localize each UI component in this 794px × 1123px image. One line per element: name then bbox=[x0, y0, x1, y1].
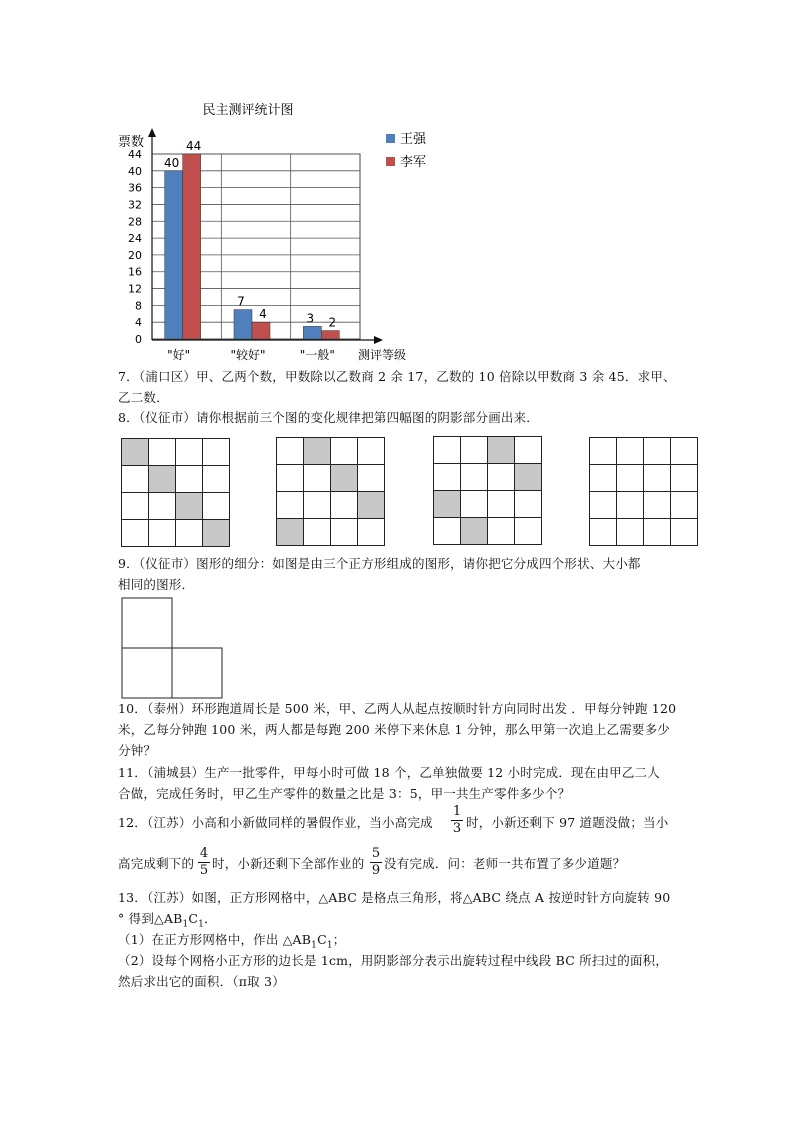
q11-line-1: 11．（浦城县）生产一批零件，甲每小时可做 18 个，乙单独做要 12 小时完成．现在由甲乙二人 bbox=[118, 765, 660, 780]
bar bbox=[321, 331, 339, 339]
q12-line-2c: 没有完成．问：老师一共布置了多少道题？ bbox=[384, 856, 626, 871]
chart-title: 民主测评统计图 bbox=[202, 103, 294, 118]
q13-line-1: 13．（江苏）如图，正方形网格中，△ABC 是格点三角形，将△ABC 绕点 A 按逆时针方向旋转 90 bbox=[118, 890, 671, 905]
q7-line-2: 乙二数． bbox=[118, 390, 169, 405]
y-tick-label: 16 bbox=[128, 265, 142, 279]
bar-value-label: 40 bbox=[164, 155, 180, 170]
y-tick-label: 28 bbox=[128, 215, 142, 229]
q9-line-1: 9．（仪征市）图形的细分：如图是由三个正方形组成的图形，请你把它分成四个形状、大小都 bbox=[118, 556, 641, 571]
q11-line-2: 合做，完成任务时，甲乙生产零件的数量之比是 3：5，甲一共生产零件多少个？ bbox=[118, 786, 571, 801]
vote-bar-chart bbox=[0, 0, 794, 370]
q12-line-1b: 时，小新还剩下 97 道题没做；当小 bbox=[466, 815, 669, 830]
fraction-one-third: 1 3 bbox=[452, 804, 462, 836]
y-tick-label: 40 bbox=[128, 164, 142, 178]
q12-line-2b: 时，小新还剩下全部作业的 bbox=[212, 856, 365, 871]
q7-line-1: 7．（浦口区）甲、乙两个数，甲数除以乙数商 2 余 17，乙数的 10 倍除以甲数商 3 余 45．求甲、 bbox=[118, 369, 676, 384]
q13-line-3: （1）在正方形网格中，作出 $\triangle AB_1C_1$； bbox=[118, 932, 346, 951]
legend-swatch bbox=[386, 134, 395, 143]
y-tick-label: 36 bbox=[128, 181, 142, 195]
bar-value-label: 4 bbox=[259, 307, 267, 322]
bar-value-label: 7 bbox=[237, 294, 245, 309]
y-tick-label: 12 bbox=[128, 282, 142, 296]
l-shape-figure bbox=[120, 596, 226, 700]
y-tick-label: 20 bbox=[128, 248, 142, 262]
q10-line-3: 分钟？ bbox=[118, 743, 157, 758]
q10-line-1: 10．（泰州）环形跑道周长是 500 米，甲、乙两人从起点按顺时针方向同时出发 ．甲每分钟跑 120 bbox=[118, 701, 677, 716]
bar bbox=[303, 326, 321, 339]
fraction-four-fifths: 4 5 bbox=[199, 846, 209, 878]
bar bbox=[252, 322, 270, 339]
y-tick-label: 8 bbox=[135, 299, 142, 313]
x-axis-arrow bbox=[374, 336, 383, 344]
bar bbox=[234, 310, 252, 339]
q10-line-2: 米，乙每分钟跑 100 米，两人都是每跑 200 米停下来休息 1 分钟，那么甲第一次追上乙需要多少 bbox=[118, 722, 671, 737]
q9-line-2: 相同的图形． bbox=[118, 577, 195, 592]
y-tick-label: 32 bbox=[128, 198, 142, 212]
q12-line-2a: 高完成剩下的 bbox=[118, 856, 195, 871]
y-tick-label: 24 bbox=[128, 232, 142, 246]
bar bbox=[183, 154, 201, 339]
x-axis-label: 测评等级 bbox=[358, 348, 407, 362]
q13-line-4: （2）设每个网格小正方形的边长是 1cm，用阴影部分表示出旋转过程中线段 BC 所扫过的面积， bbox=[118, 953, 669, 968]
y-axis-arrow bbox=[148, 128, 156, 137]
x-category-label: "好" bbox=[167, 348, 191, 362]
x-category-label: "较好" bbox=[230, 348, 266, 362]
pattern-grid-1 bbox=[121, 438, 230, 547]
q8-line-1: 8．（仪征市）请你根据前三个图的变化规律把第四幅图的阴影部分画出来． bbox=[118, 410, 540, 425]
y-tick-label: 4 bbox=[135, 316, 142, 330]
legend-label: 王强 bbox=[400, 132, 427, 147]
x-category-label: "一般" bbox=[299, 348, 335, 362]
q13-line-2: ° 得到$\triangle AB_1C_1$． bbox=[118, 911, 217, 930]
bar bbox=[165, 171, 183, 339]
legend-swatch bbox=[386, 157, 395, 166]
legend-label: 李军 bbox=[400, 155, 427, 170]
fraction-five-ninths: 5 9 bbox=[371, 846, 381, 878]
bar-value-label: 44 bbox=[186, 139, 202, 153]
bar-value-label: 2 bbox=[328, 315, 337, 330]
pattern-grid-3 bbox=[433, 436, 542, 545]
pattern-grid-4-blank[interactable] bbox=[589, 437, 698, 546]
q12-line-1a: 12．（江苏）小高和小新做同样的暑假作业，当小高完成 bbox=[118, 815, 433, 830]
y-tick-label: 0 bbox=[135, 333, 142, 346]
y-axis-label: 票数 bbox=[118, 135, 145, 150]
q13-line-5: 然后求出它的面积．（π取 3） bbox=[118, 974, 285, 989]
bar-value-label: 3 bbox=[306, 311, 315, 326]
pattern-grid-2 bbox=[276, 437, 385, 546]
y-tick-label: 44 bbox=[128, 148, 142, 161]
